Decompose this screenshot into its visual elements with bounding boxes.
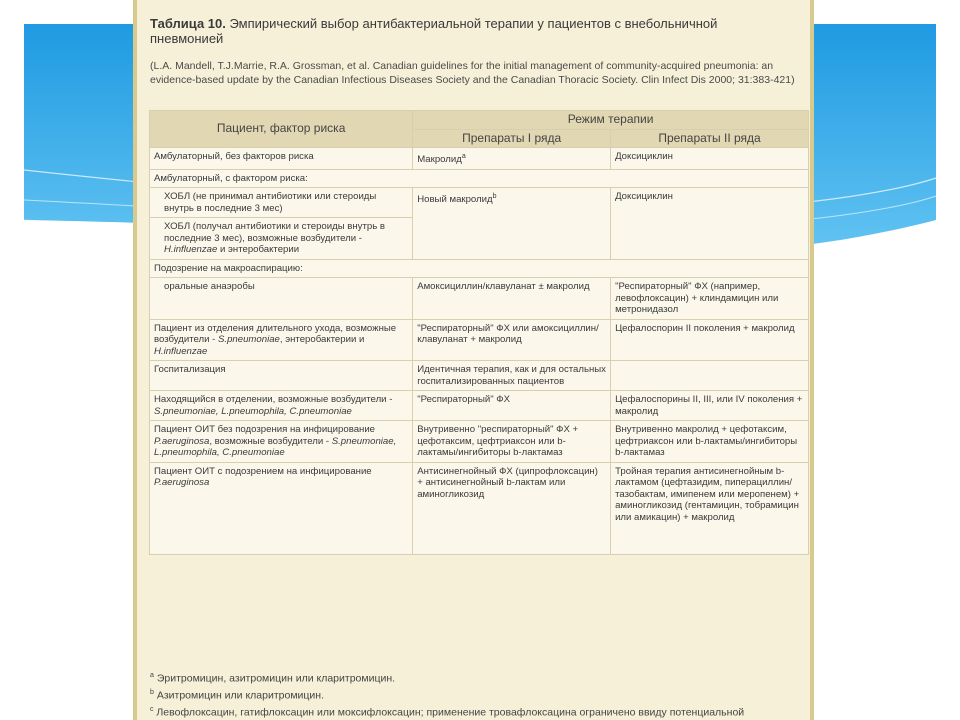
cell-patient: Пациент ОИТ без подозрения на инфицирование P.aeruginosa, возможные возбудители - S.pneumoniae, L.pneumophila, C.pneumoniae xyxy=(150,421,413,463)
table-row xyxy=(150,319,809,361)
cell-second-line: Цефалоспорины II, III, или IV поколения + макролид xyxy=(611,391,809,421)
table-row xyxy=(150,188,809,218)
footnote-b: $^b$ Азитромицин или кларитромицин. xyxy=(150,689,324,702)
table-row xyxy=(150,278,809,320)
footnote-c: $^c$ Левофлоксацин, гатифлоксацин или моксифлоксацин; применение тровафлоксацина ограничено ввиду потенциальной xyxy=(150,706,745,719)
header-first-line: Препараты I ряда xyxy=(413,129,611,148)
cell-patient: ХОБЛ (получал антибиотики и стероиды внутрь в последние 3 мес), возможные возбудители - H.influenzae и энтеробактерии xyxy=(150,218,413,260)
table-number: Таблица 10. xyxy=(150,16,226,31)
cell-first-line: "Респираторный" ФХ xyxy=(413,391,611,421)
header-second-line: Препараты II ряда xyxy=(611,129,809,148)
table-title-text: Эмпирический выбор антибактериальной терапии у пациентов с внебольничной пневмонией xyxy=(150,16,718,46)
cell-first-line: Амоксициллин/клавуланат ± макролид xyxy=(413,278,611,320)
cell-patient: Пациент из отделения длительного ухода, возможные возбудители - S.pneumoniae, энтеробактерии и H.influenzae xyxy=(150,319,413,361)
cell-patient: Пациент ОИТ с подозрением на инфицирование P.aeruginosa xyxy=(150,462,413,554)
cell-patient: Госпитализация xyxy=(150,361,413,391)
cell-first-line: Идентичная терапия, как и для остальных госпитализированных пациентов xyxy=(413,361,611,391)
section-label: Подозрение на макроаспирацию: xyxy=(150,259,809,278)
section-label: Амбулаторный, с фактором риска: xyxy=(150,169,809,188)
cell-second-line: Внутривенно макролид + цефотаксим, цефтриаксон или b-лактамы/ингибиторы b-лактамаз xyxy=(611,421,809,463)
section-row xyxy=(150,169,809,188)
cell-second-line: Доксициклин xyxy=(611,148,809,170)
document-page xyxy=(133,0,814,720)
cell-second-line xyxy=(611,361,809,391)
header-regime: Режим терапии xyxy=(413,111,809,130)
cell-first-line: "Респираторный" ФХ или амоксициллин/клавуланат + макролид xyxy=(413,319,611,361)
cell-patient: ХОБЛ (не принимал антибиотики или стероиды внутрь в последние 3 мес) xyxy=(150,188,413,218)
cell-second-line: "Респираторный" ФХ (например, левофлоксацин) + клиндамицин или метронидазол xyxy=(611,278,809,320)
section-row xyxy=(150,259,809,278)
therapy-table xyxy=(149,110,809,555)
cell-second-line: Доксициклин xyxy=(611,188,809,260)
cell-patient: Амбулаторный, без факторов риска xyxy=(150,148,413,170)
footnote-a: $^a$ Эритромицин, азитромицин или кларитромицин. xyxy=(150,672,396,685)
cell-patient: Находящийся в отделении, возможные возбудители - S.pneumoniae, L.pneumophila, C.pneumoniae xyxy=(150,391,413,421)
cell-patient: оральные анаэробы xyxy=(150,278,413,320)
cell-second-line: Тройная терапия антисинегнойным b-лактамом (цефтазидим, пиперациллин/тазобактам, имипенем или меропенем) + аминогликозид (гентамицин, тобрамицин или амикацин) + макролид xyxy=(611,462,809,554)
cell-first-line: Новый макролид$^b$ xyxy=(413,188,611,260)
header-row-1 xyxy=(150,111,809,130)
table-row xyxy=(150,361,809,391)
cell-first-line: Внутривенно "респираторный" ФХ + цефотаксим, цефтриаксон или b-лактамы/ингибиторы b-лактамаз xyxy=(413,421,611,463)
table-row xyxy=(150,462,809,554)
cell-second-line: Цефалоспорин II поколения + макролид xyxy=(611,319,809,361)
table-row xyxy=(150,421,809,463)
header-patient: Пациент, фактор риска xyxy=(150,111,413,148)
cell-first-line: Макролид$^a$ xyxy=(413,148,611,170)
table-row xyxy=(150,391,809,421)
table-row xyxy=(150,148,809,170)
reference-citation: (L.A. Mandell, T.J.Marrie, R.A. Grossman, et al. Canadian guidelines for the initial management of community-acquired pneumonia: an evidence-based update by the Canadian Infectious Diseases Society and the Canadian Thoracic Society. Clin Infect Dis 2000; 31:383-421) xyxy=(150,60,795,86)
table-title xyxy=(150,16,790,46)
cell-first-line: Антисинегнойный ФХ (ципрофлоксацин) + антисинегнойный b-лактам или аминогликозид xyxy=(413,462,611,554)
